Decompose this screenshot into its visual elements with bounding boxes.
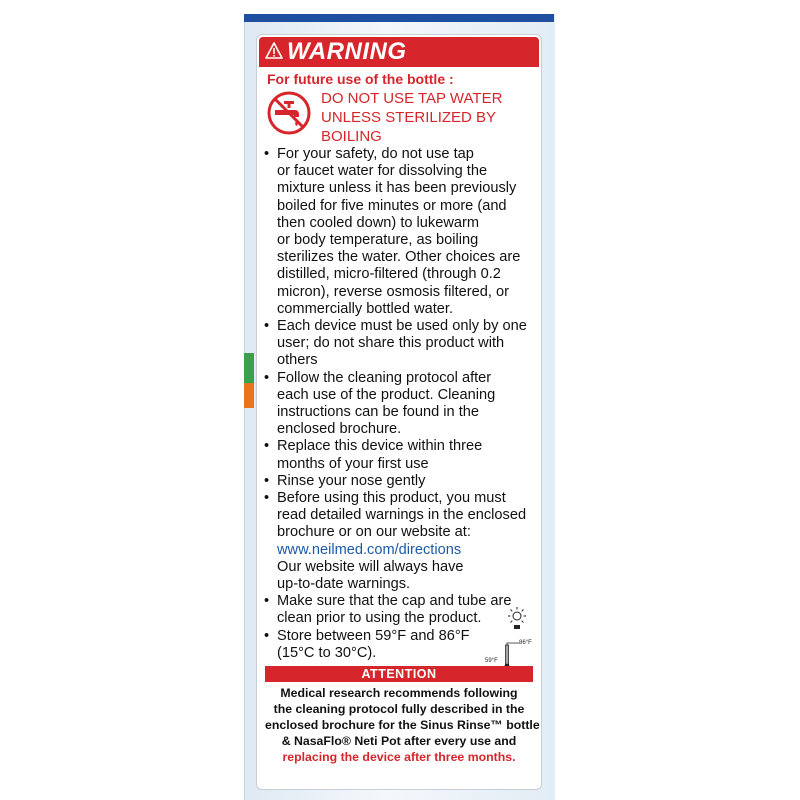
bullet-line: or faucet water for dissolving the [277,163,488,180]
bullet-cleaning [263,370,543,439]
bullet-line: • Store between 59°F and 86°F [263,628,543,645]
attention-text [265,685,540,765]
bullet-line: read detailed warnings in the enclosed [277,507,527,524]
attention-line: & NasaFlo® Neti Pot after every use and [281,734,517,748]
bullet-line: brochure or on our website at: [277,524,471,541]
bullet-line: then cooled down) to lukewarm [277,214,479,231]
bullet-line: boiled for five minutes or more (and [277,197,507,214]
warning-header [259,37,539,67]
bullet-line: months of your first use [277,455,429,472]
bullet-line: • Rinse your nose gently [263,473,543,490]
warning-label-panel [256,34,542,790]
bullet-line: sterilizes the water. Other choices are [277,249,521,266]
no-tap-water-icon [267,91,311,135]
attention-line: enclosed brochure for the Sinus Rinse™ bottle [265,718,540,732]
bullet-line: • Make sure that the cap and tube are [263,593,543,610]
temp-low-label: 59°F [485,658,498,664]
attention-red-line: replacing the device after three months. [282,750,516,764]
bullet-line: (15°C to 30°C). [277,644,377,661]
tap-warning-line: DO NOT USE TAP WATER [321,90,503,107]
tap-water-warning [321,89,541,146]
bullet-line: user; do not share this product with [277,335,505,352]
bullet-line: others [277,352,318,369]
website-link[interactable]: www.neilmed.com/directions [277,541,462,558]
warning-bullet-list [263,146,543,662]
bullet-line: instructions can be found in the [277,404,480,421]
bullet-line: or body temperature, as boiling [277,232,479,249]
package-top-strip [244,14,554,22]
bullet-read-warnings [263,490,543,593]
bullet-line: clean prior to using the product. [277,610,482,627]
bullet-line: distilled, micro-filtered (through 0.2 [277,266,501,283]
keep-out-of-sunlight-icon [505,606,529,630]
bullet-line: up-to-date warnings. [277,576,411,593]
tap-warning-line: UNLESS STERILIZED BY [321,109,497,126]
attention-line: Medical research recommends following [280,686,518,700]
tap-warning-line: BOILING [321,128,382,145]
bullet-line: • Before using this product, you must [263,490,543,507]
bullet-line: each use of the product. Cleaning [277,386,496,403]
package-orange-stripe [244,383,254,408]
bullet-single-user [263,318,543,370]
bullet-line: • Each device must be used only by one [263,318,543,335]
future-use-heading: For future use of the bottle : [267,71,454,87]
warning-triangle-icon [265,42,283,60]
attention-header: ATTENTION [265,666,533,682]
bullet-line: commercially bottled water. [277,300,454,317]
temp-high-label: 86°F [519,640,532,646]
bullet-line: • Follow the cleaning protocol after [263,370,543,387]
bullet-line: • For your safety, do not use tap [263,146,543,163]
bullet-line: • Replace this device within three [263,438,543,455]
bullet-rinse [263,473,543,490]
bullet-safety-water [263,146,543,318]
bullet-clean-cap [263,593,543,627]
bullet-line: mixture unless it has been previously [277,180,517,197]
package-green-stripe [244,353,254,383]
bullet-replace [263,438,543,472]
attention-line: the cleaning protocol fully described in the [273,702,525,716]
warning-title: WARNING [287,38,407,65]
bullet-line: enclosed brochure. [277,421,402,438]
bullet-line: Our website will always have [277,558,464,575]
bullet-line: micron), reverse osmosis filtered, or [277,283,509,300]
